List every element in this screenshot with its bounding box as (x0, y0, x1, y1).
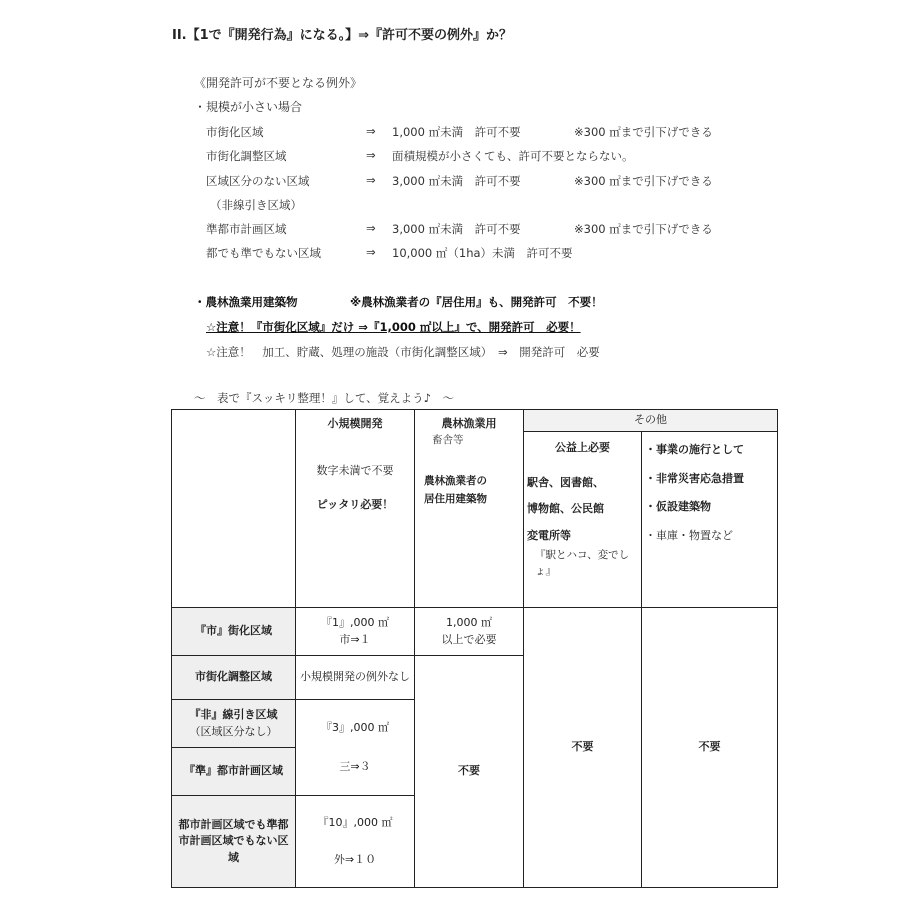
header-misc: ・事業の施行として ・非常災害応急措置 ・仮設建築物 ・車庫・物置など (642, 432, 778, 608)
row-label-semi: 『準』都市計画区域 (172, 748, 296, 796)
agri-note: ※農林漁業者の『居住用』も、開発許可 不要！ (350, 295, 603, 309)
header-agri: 農林漁業用 畜舎等 農林漁業者の 居住用建築物 (415, 410, 524, 608)
summary-table (171, 409, 778, 888)
row-label-city: 『市』街化区域 (172, 608, 296, 656)
header-other: その他 (524, 410, 778, 432)
cell-agri-rest: 不要 (415, 656, 524, 888)
row-label-nonline: 『非』線引き区域 （区域区分なし） (172, 700, 296, 748)
row-label-adjust: 市街化調整区域 (172, 656, 296, 700)
cell-adjust-small: 小規模開発の例外なし (296, 656, 415, 700)
caution-1: ☆注意！『市街化区域』だけ ⇒『1,000 ㎡以上』で、開発許可 必要！ (206, 320, 581, 334)
page-heading: II.【1で『開発行為』になる。】⇒『許可不要の例外』か？ (172, 28, 513, 43)
row-label-outside: 都市計画区域でも準都市計画区域でもない区域 (172, 796, 296, 888)
agri-title: ・農林漁業用建築物 (194, 295, 298, 309)
caution-2: ☆注意！ 加工、貯蔵、処理の施設（市街化調整区域） ⇒ 開発許可 必要 (206, 345, 600, 359)
corner-cell (172, 410, 296, 608)
exceptions-title: 《開発許可が不要となる例外》 (194, 76, 363, 90)
cell-misc-all: 不要 (642, 608, 778, 888)
cell-nonline-semi-small: 『3』,000 ㎡ 三⇒３ (296, 700, 415, 796)
header-small-scale: 小規模開発 数字未満で不要 ピッタリ必要！ (296, 410, 415, 608)
cell-city-agri: 1,000 ㎡ 以上で必要 (415, 608, 524, 656)
small-scale-title: ・規模が小さい場合 (194, 100, 303, 114)
cell-outside-small: 『10』,000 ㎡ 外⇒１０ (296, 796, 415, 888)
cell-public-all: 不要 (524, 608, 642, 888)
header-public: 公益上必要 駅舎、図書館、 博物館、公民館 変電所等 『駅とハコ、変でしょ』 (524, 432, 642, 608)
cell-city-small: 『1』,000 ㎡ 市⇒１ (296, 608, 415, 656)
table-intro: ～ 表で『スッキリ整理！』して、覚えよう♪ ～ (194, 391, 454, 405)
